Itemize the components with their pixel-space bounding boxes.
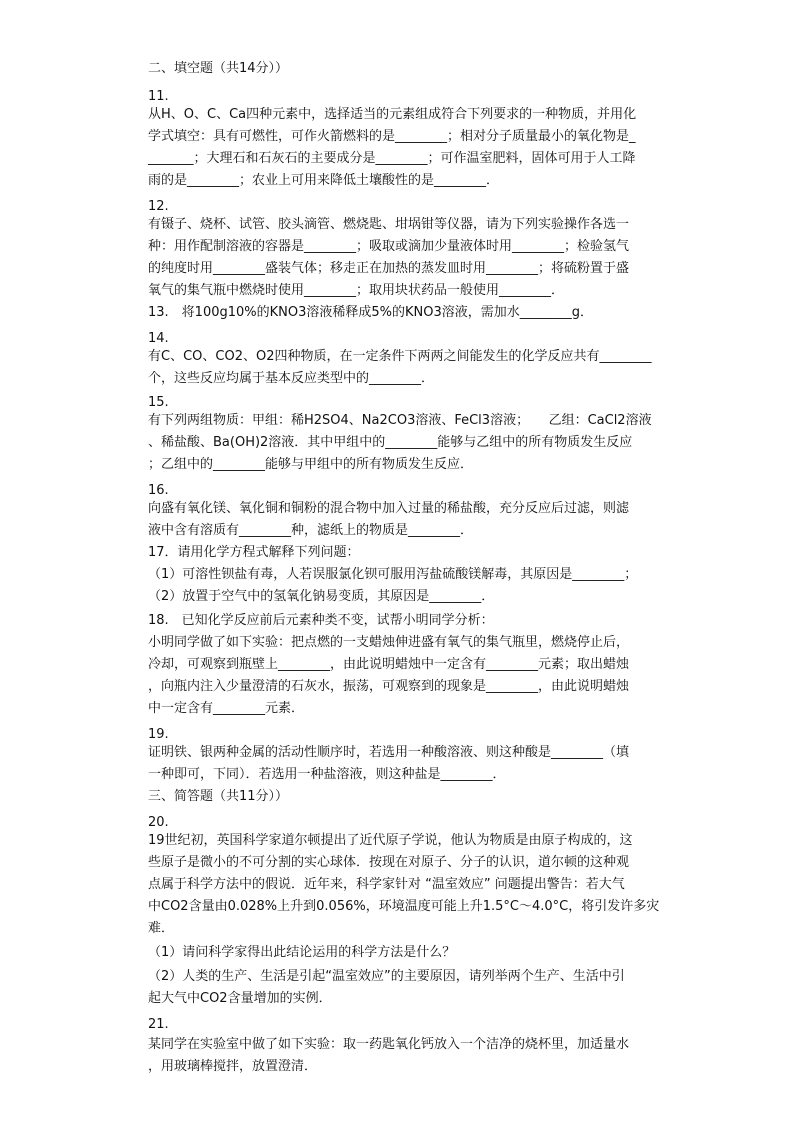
q14-line-1: 有C、CO、CO2、O2四种物质，在一定条件下两两之间能发生的化学反应共有________ xyxy=(148,349,652,364)
q12-line-4: 氧气的集气瓶中燃烧时使用________；取用块状药品一般使用________． xyxy=(148,283,565,298)
q18-stem: 18. 已知化学反应前后元素种类不变，试帮小明同学分析： xyxy=(148,613,494,628)
q20-number: 20. xyxy=(148,815,169,830)
q16-line-2: 液中含有溶质有________种，滤纸上的物质是________． xyxy=(148,523,474,538)
q14-line-2: 个，这些反应均属于基本反应类型中的________． xyxy=(148,371,435,386)
q17-part-1: （1）可溶性钡盐有毒，人若误服氯化钡可服用泻盐硫酸镁解毒，其原因是________； xyxy=(148,567,638,582)
q12-number: 12. xyxy=(148,199,169,214)
q15-line-1: 有下列两组物质：甲组：稀H2SO4、Na2CO3溶液、FeCl3溶液； 乙组：CaCl2溶液 xyxy=(148,413,652,428)
q11-line-2: 学式填空：具有可燃性，可作火箭燃料的是________；相对分子质量最小的氧化物是_ xyxy=(148,129,636,144)
q14-number: 14. xyxy=(148,331,169,346)
q19-line-2: 一种即可，下同）．若选用一种盐溶液，则这种盐是________． xyxy=(148,767,506,782)
q16-number: 16. xyxy=(148,483,169,498)
q12-line-3: 的纯度时用________盛装气体；移走正在加热的蒸发皿时用________；将硫粉置于盛 xyxy=(148,261,630,276)
q21-line-1: 某同学在实验室中做了如下实验：取一药匙氧化钙放入一个洁净的烧杯里，加适量水 xyxy=(148,1037,630,1052)
q15-line-2: 、稀盐酸、Ba(OH)2溶液．其中甲组中的________能够与乙组中的所有物质发生反应 xyxy=(148,435,633,450)
q18-line-2: 冷却，可观察到瓶壁上________，由此说明蜡烛中一定含有________元素；取出蜡烛 xyxy=(148,657,630,672)
q19-line-1: 证明铁、银两种金属的活动性顺序时，若选用一种酸溶液、则这种酸是________（填 xyxy=(148,745,630,760)
q11-number: 11. xyxy=(148,89,169,104)
q20-line-1: 19世纪初，英国科学家道尔顿提出了近代原子学说，他认为物质是由原子构成的，这 xyxy=(148,833,633,848)
q17-part-2: （2）放置于空气中的氢氧化钠易变质，其原因是________． xyxy=(148,589,495,604)
q12-line-2: 种：用作配制溶液的容器是________；吸取或滴加少量液体时用________；检验氢气 xyxy=(148,239,630,254)
q20-line-4: 中CO2含量由0.028%上升到0.056%，环境温度可能上升1.5°C～4.0°C，将引发许多灾 xyxy=(148,899,660,914)
q20-line-2: 些原子是微小的不可分割的实心球体．按现在对原子、分子的认识，道尔顿的这种观 xyxy=(148,855,630,870)
q20-sub-2a: （2）人类的生产、生活是引起“温室效应”的主要原因，请列举两个生产、生活中引 xyxy=(148,969,625,984)
q20-sub-2b: 起大气中CO2含量增加的实例． xyxy=(148,991,332,1006)
q18-line-4: 中一定含有________元素． xyxy=(148,701,305,716)
q15-line-3: ；乙组中的________能够与甲组中的所有物质发生反应． xyxy=(148,457,474,472)
q18-line-3: ，向瓶内注入少量澄清的石灰水，振荡，可观察到的现象是________，由此说明蜡烛 xyxy=(148,679,630,694)
q15-number: 15. xyxy=(148,395,169,410)
q18-line-1: 小明同学做了如下实验：把点燃的一支蜡烛伸进盛有氧气的集气瓶里，燃烧停止后， xyxy=(148,635,630,650)
q19-number: 19. xyxy=(148,727,169,742)
q16-line-1: 向盛有氧化镁、氧化铜和铜粉的混合物中加入过量的稀盐酸，充分反应后过滤，则滤 xyxy=(148,501,630,516)
q12-line-1: 有镊子、烧杯、试管、胶头滴管、燃烧匙、坩埚钳等仪器，请为下列实验操作各选一 xyxy=(148,217,630,232)
q20-line-5: 难． xyxy=(148,921,175,936)
q11-line-1: 从H、O、C、Ca四种元素中，选择适当的元素组成符合下列要求的一种物质，并用化 xyxy=(148,107,637,122)
q11-line-4: 雨的是________；农业上可用来降低土壤酸性的是________． xyxy=(148,173,500,188)
q17-stem: 17．请用化学方程式解释下列问题： xyxy=(148,545,360,560)
section-3-heading: 三、简答题（共11分）） xyxy=(148,789,289,804)
q11-line-3: _______；大理石和石灰石的主要成分是________；可作温室肥料，固体可用于人工降 xyxy=(148,151,636,166)
q20-line-3: 点属于科学方法中的假说．近年来，科学家针对 “温室效应” 问题提出警告：若大气 xyxy=(148,877,625,892)
q20-sub-1: （1）请问科学家得出此结论运用的科学方法是什么？ xyxy=(148,945,456,960)
section-2-heading: 二、填空题（共14分）） xyxy=(148,61,289,76)
q21-line-2: ，用玻璃棒搅拌，放置澄清． xyxy=(148,1059,318,1074)
question-13: 13. 将100g10%的KNO3溶液稀释成5%的KNO3溶液，需加水________g． xyxy=(148,305,594,320)
q21-number: 21. xyxy=(148,1017,169,1032)
